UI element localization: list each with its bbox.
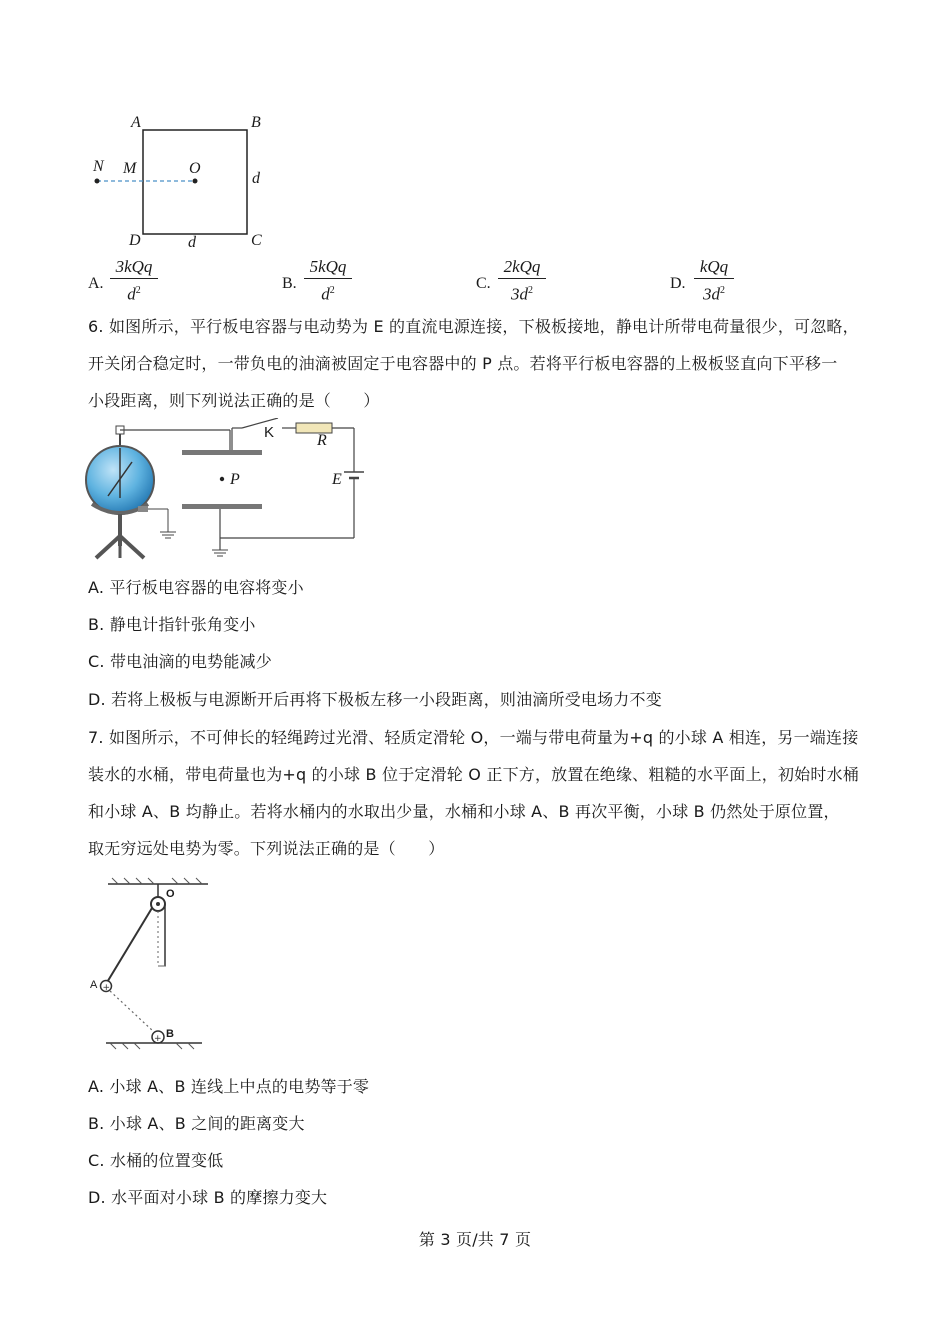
q6-option-b[interactable]: B. 静电计指针张角变小 [88,615,256,634]
q7-stem-line3: 和小球 A、B 均静止。若将水桶内的水取出少量，水桶和小球 A、B 再次平衡，小球 B 仍然处于原位置， [88,802,840,821]
svg-text:+: + [154,1034,162,1044]
q7-stem-line4: 取无穷远处电势为零。下列说法正确的是（ ） [88,839,445,858]
q5-d-exp: 2 [720,285,725,296]
label-o-pulley: O [166,888,175,900]
q6-option-a[interactable]: A. 平行板电容器的电容将变小 [88,578,304,597]
rope-to-a [106,908,152,984]
label-d: D [129,232,141,249]
q5-b-exp: 2 [329,285,335,296]
label-b-ball: B [166,1028,174,1040]
label-p: P [230,471,240,488]
label-e: E [332,471,342,488]
label-r: R [317,432,327,449]
label-a-ball: A [90,979,98,991]
pulley-diagram [90,874,220,1054]
q7-option-d[interactable]: D. 水平面对小球 B 的摩擦力变大 [88,1188,328,1207]
q5-option-c-letter[interactable]: C. [476,275,491,292]
q5-option-b-letter[interactable]: B. [282,275,297,292]
lower-plate [182,504,262,509]
label-o: O [189,160,201,177]
q7-option-a[interactable]: A. 小球 A、B 连线上中点的电势等于零 [88,1077,370,1096]
q5-option-d-letter[interactable]: D. [670,275,686,292]
q7-option-b[interactable]: B. 小球 A、B 之间的距离变大 [88,1114,305,1133]
upper-plate [182,450,262,455]
label-d-right: d [252,170,260,187]
q7-option-c[interactable]: C. 水桶的位置变低 [88,1151,224,1170]
q5-d-denominator: 3d [703,284,720,304]
point-o [193,179,198,184]
q5-a-denominator: d [127,284,136,304]
figure-pulley [90,874,220,1054]
q5-option-d-formula[interactable] [694,257,734,304]
q5-option-c-formula[interactable] [498,257,546,304]
q5-a-numerator: 3kQq [115,257,153,276]
label-a: A [131,114,141,131]
figure-square-abcd [85,108,285,258]
q7-stem-line2: 装水的水桶，带电荷量也为+q 的小球 B 位于定滑轮 O 正下方，放置在绝缘、粗糙的水平面上，初始时水桶 [88,765,859,784]
q5-c-exp: 2 [528,285,533,296]
q5-b-denominator: d [321,284,330,304]
point-p [220,477,224,481]
q6-stem-line1: 6. 如图所示，平行板电容器与电动势为 E 的直流电源连接，下极板接地，静电计所带电荷量很少，可忽略， [88,317,859,336]
q5-c-numerator: 2kQq [503,257,541,276]
page-footer: 第 3 页/共 7 页 [418,1230,532,1249]
figure-capacitor-circuit [82,418,372,568]
line-a-b [110,991,154,1032]
q5-option-b-formula[interactable] [304,257,352,304]
q5-c-denominator: 3d [511,284,528,304]
q5-a-exp: 2 [135,285,141,296]
q5-b-numerator: 5kQq [309,257,347,276]
point-n [95,179,100,184]
q5-option-a-formula[interactable] [110,257,158,304]
label-m: M [123,160,137,177]
q7-stem-line1: 7. 如图所示，不可伸长的轻绳跨过光滑、轻质定滑轮 O，一端与带电荷量为+q 的小球 A 相连，另一端连接 [88,728,859,747]
svg-text:+: + [102,983,111,993]
q5-option-a-letter[interactable]: A. [88,275,104,292]
q6-option-d[interactable]: D. 若将上极板与电源断开后再将下极板左移一小段距离，则油滴所受电场力不变 [88,690,662,709]
q6-stem-line3: 小段距离，则下列说法正确的是（ ） [88,391,380,410]
label-k: K [264,424,275,441]
label-c: C [251,232,262,249]
q6-stem-line2: 开关闭合稳定时，一带负电的油滴被固定于电容器中的 P 点。若将平行板电容器的上极板竖直向下平移一 [88,354,838,373]
label-b: B [251,114,261,131]
q5-d-numerator: kQq [699,257,729,276]
capacitor-circuit-diagram [82,418,372,568]
q6-option-c[interactable]: C. 带电油滴的电势能减少 [88,652,272,671]
label-d-bottom: d [188,234,196,251]
label-n: N [93,158,104,175]
